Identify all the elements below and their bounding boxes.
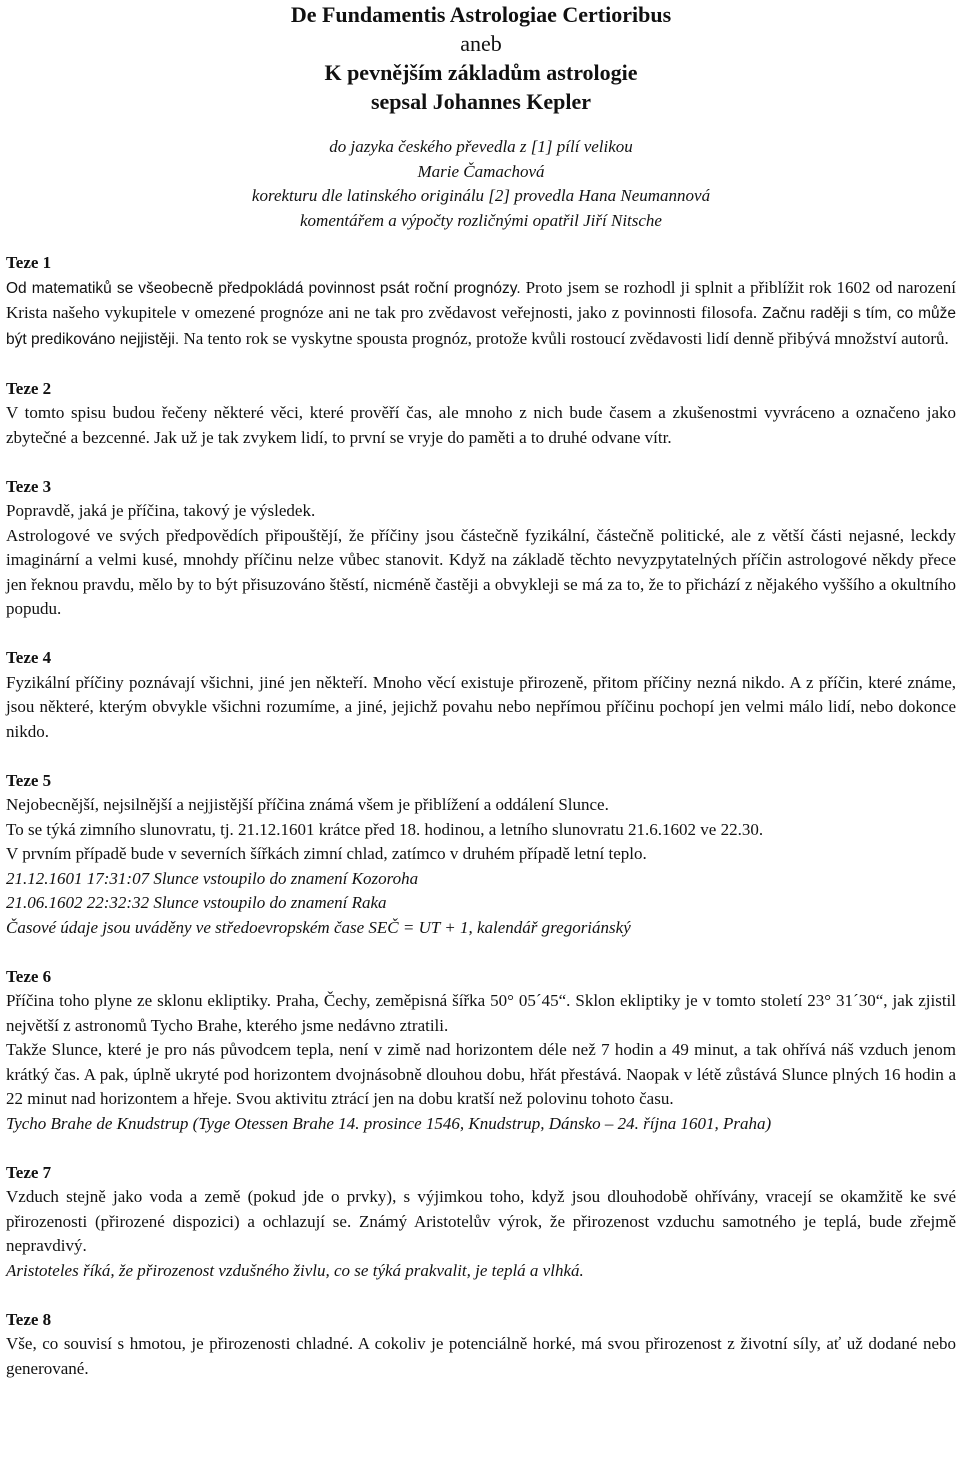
thesis-note: Aristoteles říká, že přirozenost vzdušného živlu, co se týká prakvalit, je teplá a vlhká. [6,1260,584,1280]
credit-commentary: komentářem a výpočty rozličnými opatřil Jiří Nitsche [300,210,662,230]
thesis-4 [6,646,956,744]
credit-translation: do jazyka českého převedla z [1] pílí velikou [329,137,633,156]
thesis-3 [6,475,956,622]
thesis-heading: Teze 8 [6,1309,52,1329]
thesis-text: Fyzikální příčiny poznávají všichni, jiné jen někteří. Mnoho věcí existuje přirozeně, přitom příčiny nezná nikdo. A z příčin, které známe, jsou některé, kterým obvykle všichni rozumíme, a jiné, jejichž povahu nebo nepřímou příčinu pochopí jen velmi málo lidí, nebo dokonce nikdo. [6,672,956,741]
credit-translator: Marie Čamachová [417,161,545,181]
title-author: sepsal Johannes Kepler [370,89,592,114]
credits [6,135,956,233]
thesis-text-1: Příčina toho plyne ze sklonu ekliptiky. Praha, Čechy, zeměpisná šířka 50° 05´45“. Sklon ekliptiky je v tomto století 23° 31´30“, jak zjistil největší z astronomů Tycho Brahe, kterého jsme nedávno ztratili. [6,991,956,1035]
thesis-text: Vše, co souvisí s hmotou, je přirozenosti chladné. A cokoliv je potenciálně horké, má svou přirozenost z životní síly, ať už dodané nebo generované. [6,1334,956,1378]
title-block [6,0,956,116]
title-conjunction: aneb [460,31,502,56]
thesis-heading: Teze 5 [6,770,52,790]
thesis-heading: Teze 6 [6,966,52,986]
thesis-7 [6,1161,956,1284]
thesis-text: Astrologové ve svých předpovědích připouštějí, že příčiny jsou částečně fyzikální, částečně politické, ale z větší části nejasné, leckdy imaginární a velmi kusé, mnohdy příčinu nelze vůbec stanovit. Když na základě těchto nevyzpytatelných příčin astrologové někdy přece jen řeknou pravdu, mělo by to být přisuzováno štěstí, nicméně častěji a obvykleji se má za to, že to přichází z nějakého vyššího a okultního popudu. [6,525,956,618]
title-czech: K pevnějším základům astrologie [324,60,638,85]
thesis-heading: Teze 7 [6,1162,52,1182]
thesis-line-3: V prvním případě bude v severních šířkách zimní chlad, zatímco v druhém případě letní teplo. [6,844,647,863]
thesis-heading: Teze 2 [6,378,52,398]
thesis-note-2: 21.06.1602 22:32:32 Slunce vstoupilo do znamení Raka [6,893,387,912]
thesis-heading: Teze 3 [6,476,52,496]
thesis-text: V tomto spisu budou řečeny některé věci, které prověří čas, ale mnoho z nich bude časem a zkušenostmi vyvráceno a označeno jako zbytečné a bezcenné. Jak už je tak zvykem lidí, to první se vryje do paměti a to druhé odvane vítr. [6,403,956,447]
thesis-5 [6,769,956,941]
thesis-text: Vzduch stejně jako voda a země (pokud jde o prvky), s výjimkou toho, když jsou dlouhodobě ohřívány, vracejí se okamžitě ke své přirozenosti (přirozené dispozici) a ochlazují se. Známý Aristotelův výrok, že přirozenost vzduchu samotného je teplá, bude zřejmě nepravdivý. [6,1187,956,1255]
thesis-8 [6,1308,956,1382]
thesis-note-3: Časové údaje jsou uváděny ve středoevropském čase SEČ = UT + 1, kalendář gregoriánský [6,917,631,937]
thesis-lead-line: Popravdě, jaká je příčina, takový je výsledek. [6,501,316,520]
thesis-line-2: To se týká zimního slunovratu, tj. 21.12.1601 krátce před 18. hodinou, a letního slunovratu 21.6.1602 ve 22.30. [6,819,764,839]
thesis-text: Od matematiků se všeobecně předpokládá povinnost psát roční prognózy. Proto jsem se rozhodl ji splnit a přiblížit rok 1602 od narození Krista našeho vykupitele v omezené prognóze ani ne tak pro zvědavost veřejnosti, jako z povinnosti filosofa. Začnu raději s tím, co může být predikováno nejjistěji. Na tento rok se vyskytne spousta prognóz, protože kvůli rostoucí zvědavosti lidí denně přibývá množství autorů. [6,277,956,348]
thesis-text-2: Takže Slunce, které je pro nás původcem tepla, není v zimě nad horizontem déle než 7 hodin a 49 minut, a tak ohřívá náš vzduch jenom krátký čas. A pak, úplně ukryté pod horizontem dvojnásobně dlouhou dobu, hřát přestává. Naopak v létě zůstává Slunce plných 16 hodin a 22 minut nad horizontem a hřeje. Svou aktivitu ztrácí jen na dobu kratší než polovinu tohoto času. [6,1040,956,1108]
thesis-note: Tycho Brahe de Knudstrup (Tyge Otessen Brahe 14. prosince 1546, Knudstrup, Dánsko – 24. října 1601, Praha) [6,1113,772,1133]
thesis-line-1: Nejobecnější, nejsilnější a nejjistější příčina známá všem je přiblížení a oddálení Slunce. [6,795,609,814]
thesis-heading: Teze 1 [6,253,52,272]
thesis-2 [6,377,956,451]
credit-correction: korekturu dle latinského originálu [2] provedla Hana Neumannová [251,186,711,205]
thesis-note-1: 21.12.1601 17:31:07 Slunce vstoupilo do znamení Kozoroha [6,868,419,888]
thesis-1 [6,251,956,352]
title-latin: De Fundamentis Astrologiae Certioribus [290,2,672,27]
thesis-heading: Teze 4 [6,648,52,667]
thesis-6 [6,965,956,1137]
